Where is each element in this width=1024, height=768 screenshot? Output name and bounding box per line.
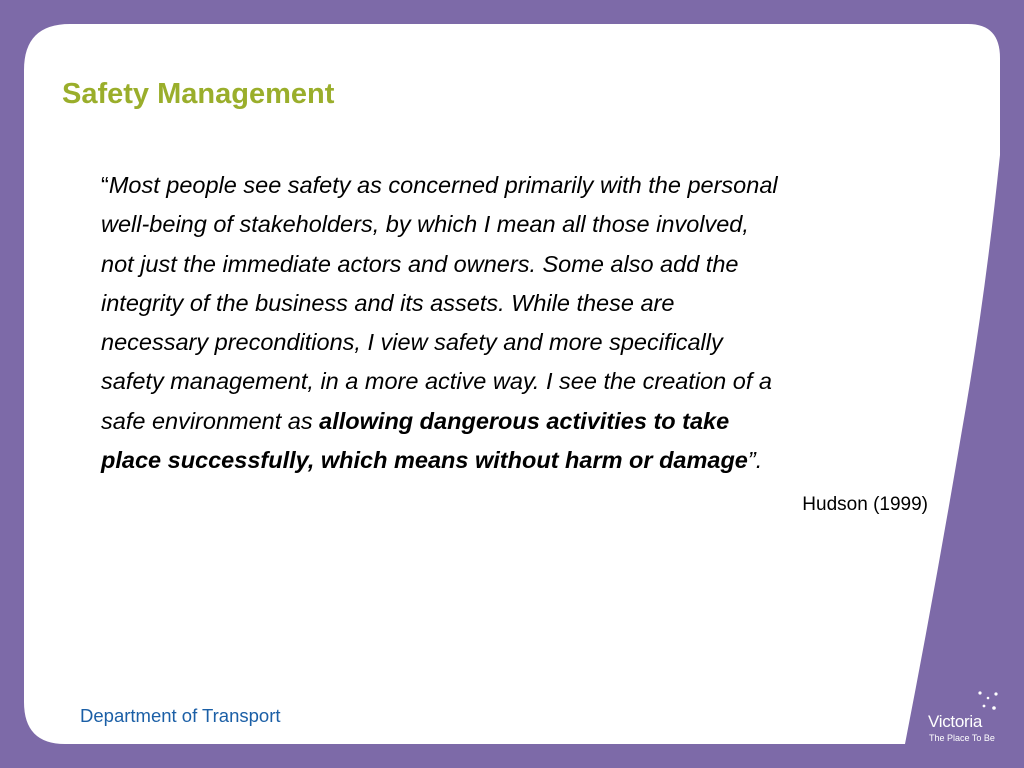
quote-line <box>101 362 941 401</box>
quote-line <box>101 441 941 480</box>
logo-wordmark: Victoria <box>928 712 982 731</box>
close-quote-mark: ”. <box>747 447 763 474</box>
logo-tagline: The Place To Be <box>929 733 995 743</box>
quote-line <box>101 205 941 244</box>
quote-line <box>101 166 941 205</box>
quote-text: well-being of stakeholders, by which I mean all those involved, <box>101 211 749 238</box>
quote-text: safe environment as <box>101 407 320 434</box>
quote-line <box>101 402 941 441</box>
quote-text: integrity of the business and its assets. While these are <box>101 289 675 316</box>
quote-line <box>101 284 941 323</box>
victoria-logo <box>926 690 1002 748</box>
quote-text: not just the immediate actors and owners. Some also add the <box>101 250 739 277</box>
southern-cross-icon <box>974 690 1002 714</box>
quote-citation: Hudson (1999) <box>802 494 928 515</box>
quote-emphasis: allowing dangerous activities to take <box>319 407 730 434</box>
quote-text: necessary preconditions, I view safety and more specifically <box>101 329 723 356</box>
quote-line <box>101 245 941 284</box>
quote-emphasis: place successfully, which means without harm or damage <box>101 447 748 474</box>
open-quote-mark: “ <box>101 172 109 198</box>
quote-block <box>101 166 941 480</box>
quote-line <box>101 323 941 362</box>
quote-text: Most people see safety as concerned primarily with the personal <box>108 172 778 198</box>
department-name: Department of Transport <box>80 705 281 726</box>
quote-text: safety management, in a more active way. I see the creation of a <box>101 368 772 395</box>
slide-title: Safety Management <box>62 78 335 110</box>
